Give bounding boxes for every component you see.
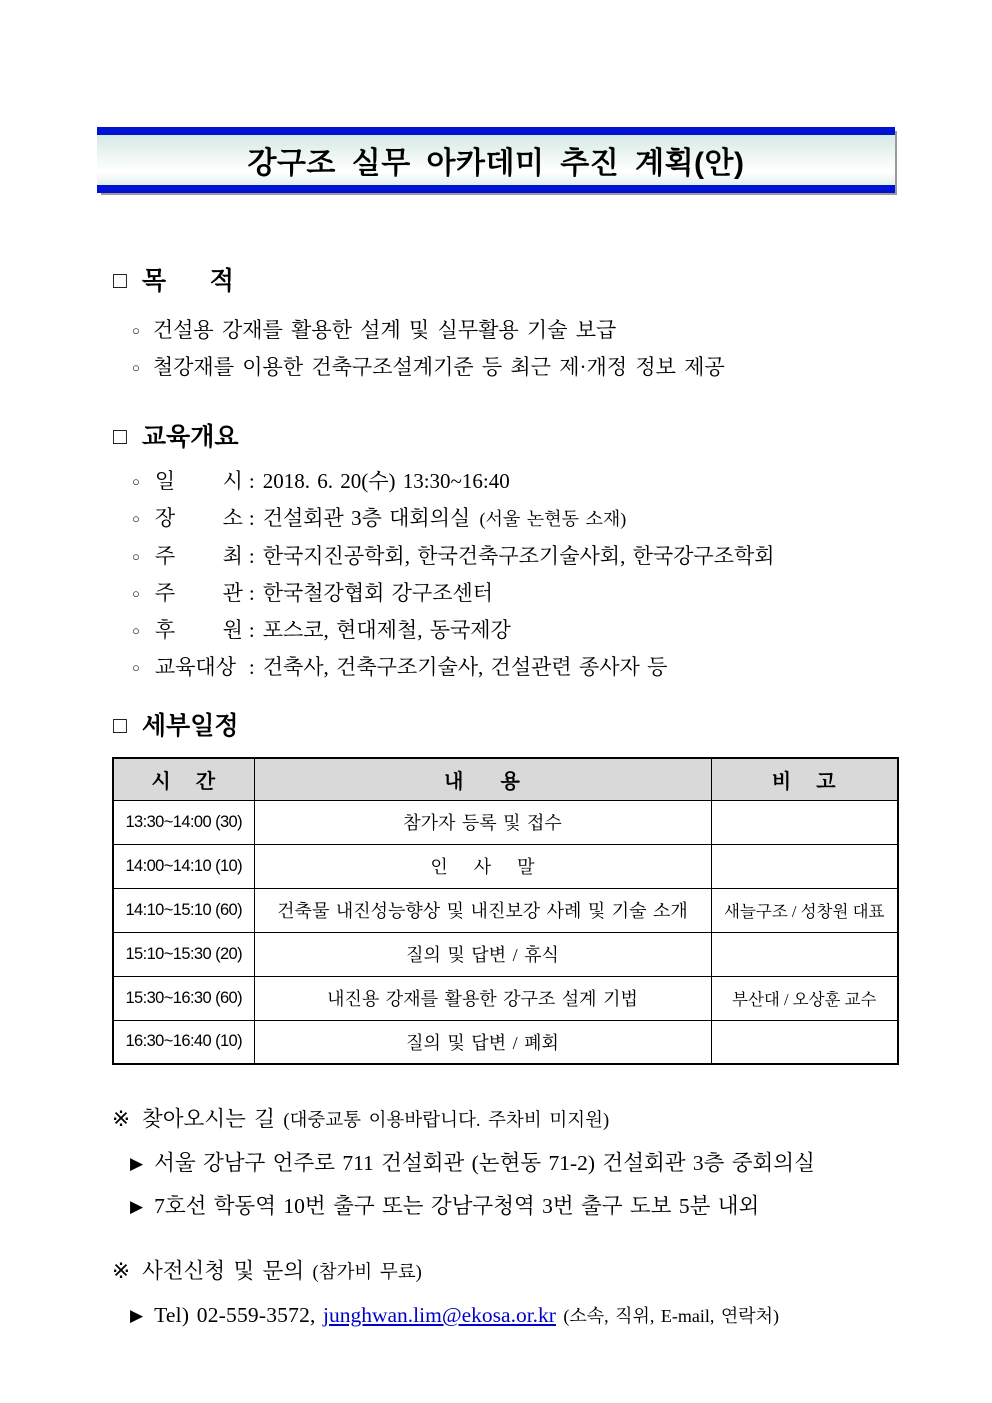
cell-time: 16:30~16:40 (10) [113, 1020, 254, 1064]
table-row [113, 932, 898, 976]
reference-mark-icon: ※ [112, 1259, 131, 1283]
cell-time: 15:30~16:30 (60) [113, 976, 254, 1020]
purpose-heading-label: 목 적 [141, 267, 234, 295]
arrow-bullet-icon: ▶ [130, 1306, 144, 1325]
col-header-content: 내 용 [254, 758, 711, 800]
overview-item-value: 건축사, 건축구조기술사, 건설관련 종사자 등 [262, 655, 668, 679]
purpose-list [132, 316, 992, 382]
page-title: 강구조 실무 아카데미 추진 계획(안) [247, 147, 745, 180]
purpose-bullet-text: 철강재를 이용한 건축구조설계기준 등 최근 제·개정 정보 제공 [152, 355, 725, 379]
overview-item-label: 후 원 [154, 618, 243, 642]
email-link[interactable]: junghwan.lim@ekosa.or.kr [322, 1303, 556, 1327]
overview-list [132, 468, 992, 681]
overview-item-label: 교육대상 [154, 655, 237, 679]
colon-separator: : [248, 618, 255, 642]
contact-line [130, 1301, 992, 1330]
overview-item [132, 617, 992, 644]
colon-separator: : [248, 655, 255, 679]
overview-item-note: (서울 논현동 소재) [479, 509, 627, 529]
colon-separator: : [248, 469, 255, 493]
square-bullet-icon: □ [113, 267, 127, 293]
overview-item-label: 장 소 [154, 506, 243, 530]
overview-item-label: 일 시 [154, 469, 243, 493]
overview-item-value: 한국지진공학회, 한국건축구조기술사회, 한국강구조학회 [262, 544, 775, 568]
cell-remark: 부산대 / 오상훈 교수 [711, 976, 898, 1020]
overview-heading-label: 교육개요 [141, 423, 239, 451]
overview-item-value: 한국철강협회 강구조센터 [262, 581, 494, 605]
directions-title: 찾아오시는 길 [142, 1107, 276, 1131]
square-bullet-icon: □ [113, 712, 127, 738]
directions-title-note: (대중교통 이용바랍니다. 주차비 미지원) [283, 1111, 610, 1131]
circle-bullet-icon: ○ [132, 360, 140, 375]
cell-time: 14:10~15:10 (60) [113, 888, 254, 932]
circle-bullet-icon: ○ [132, 549, 140, 564]
colon-separator: : [248, 544, 255, 568]
table-row [113, 1020, 898, 1064]
col-header-time: 시 간 [113, 758, 254, 800]
purpose-heading [113, 266, 992, 296]
directions-heading [112, 1105, 992, 1135]
overview-item [132, 468, 992, 495]
title-banner [97, 127, 895, 193]
purpose-bullet-text: 건설용 강재를 활용한 설계 및 실무활용 기술 보급 [152, 318, 617, 342]
table-header-row [113, 758, 898, 800]
table-row [113, 888, 898, 932]
contact-title-note: (참가비 무료) [312, 1263, 422, 1283]
cell-time: 15:10~15:30 (20) [113, 932, 254, 976]
col-header-remark: 비 고 [711, 758, 898, 800]
cell-time: 14:00~14:10 (10) [113, 844, 254, 888]
table-row [113, 800, 898, 844]
overview-item [132, 543, 992, 570]
schedule-heading [113, 711, 992, 741]
circle-bullet-icon: ○ [132, 623, 140, 638]
circle-bullet-icon: ○ [132, 586, 140, 601]
contact-heading [112, 1257, 992, 1287]
purpose-bullet [132, 316, 992, 345]
circle-bullet-icon: ○ [132, 660, 140, 675]
directions-item [130, 1149, 992, 1178]
cell-remark: 새늘구조 / 성창원 대표 [711, 888, 898, 932]
cell-remark [711, 932, 898, 976]
cell-remark [711, 800, 898, 844]
cell-content: 질의 및 답변 / 휴식 [254, 932, 711, 976]
cell-content: 건축물 내진성능향상 및 내진보강 사례 및 기술 소개 [254, 888, 711, 932]
cell-content: 참가자 등록 및 접수 [254, 800, 711, 844]
overview-heading [113, 422, 992, 452]
overview-item [132, 505, 992, 533]
cell-content: 질의 및 답변 / 폐회 [254, 1020, 711, 1064]
square-bullet-icon: □ [113, 423, 127, 449]
overview-item-value: 건설회관 3층 대회의실 [262, 506, 471, 530]
contact-suffix: (소속, 직위, E-mail, 연락처) [563, 1306, 780, 1326]
cell-content: 내진용 강재를 활용한 강구조 설계 기법 [254, 976, 711, 1020]
cell-remark [711, 844, 898, 888]
overview-item [132, 580, 992, 607]
directions-item-text: 7호선 학동역 10번 출구 또는 강남구청역 3번 출구 도보 5분 내외 [154, 1194, 760, 1218]
overview-item-label: 주 최 [154, 544, 243, 568]
overview-item-label: 주 관 [154, 581, 243, 605]
contact-title: 사전신청 및 문의 [142, 1259, 305, 1283]
arrow-bullet-icon: ▶ [130, 1197, 144, 1216]
colon-separator: : [248, 506, 255, 530]
cell-remark [711, 1020, 898, 1064]
purpose-bullet [132, 353, 992, 382]
table-row [113, 844, 898, 888]
phone-number: Tel) 02-559-3572, [154, 1303, 316, 1327]
circle-bullet-icon: ○ [132, 474, 140, 489]
directions-item [130, 1192, 992, 1221]
colon-separator: : [248, 581, 255, 605]
reference-mark-icon: ※ [112, 1107, 131, 1131]
overview-item-value: 2018. 6. 20(수) 13:30~16:40 [262, 469, 510, 493]
circle-bullet-icon: ○ [132, 511, 140, 526]
schedule-heading-label: 세부일정 [141, 712, 239, 740]
table-row [113, 976, 898, 1020]
cell-time: 13:30~14:00 (30) [113, 800, 254, 844]
arrow-bullet-icon: ▶ [130, 1154, 144, 1173]
circle-bullet-icon: ○ [132, 323, 140, 338]
overview-item [132, 654, 992, 681]
overview-item-value: 포스코, 현대제철, 동국제강 [262, 618, 511, 642]
cell-content: 인 사 말 [254, 844, 711, 888]
schedule-table [112, 757, 899, 1065]
directions-item-text: 서울 강남구 언주로 711 건설회관 (논현동 71-2) 건설회관 3층 중회의실 [154, 1151, 815, 1175]
